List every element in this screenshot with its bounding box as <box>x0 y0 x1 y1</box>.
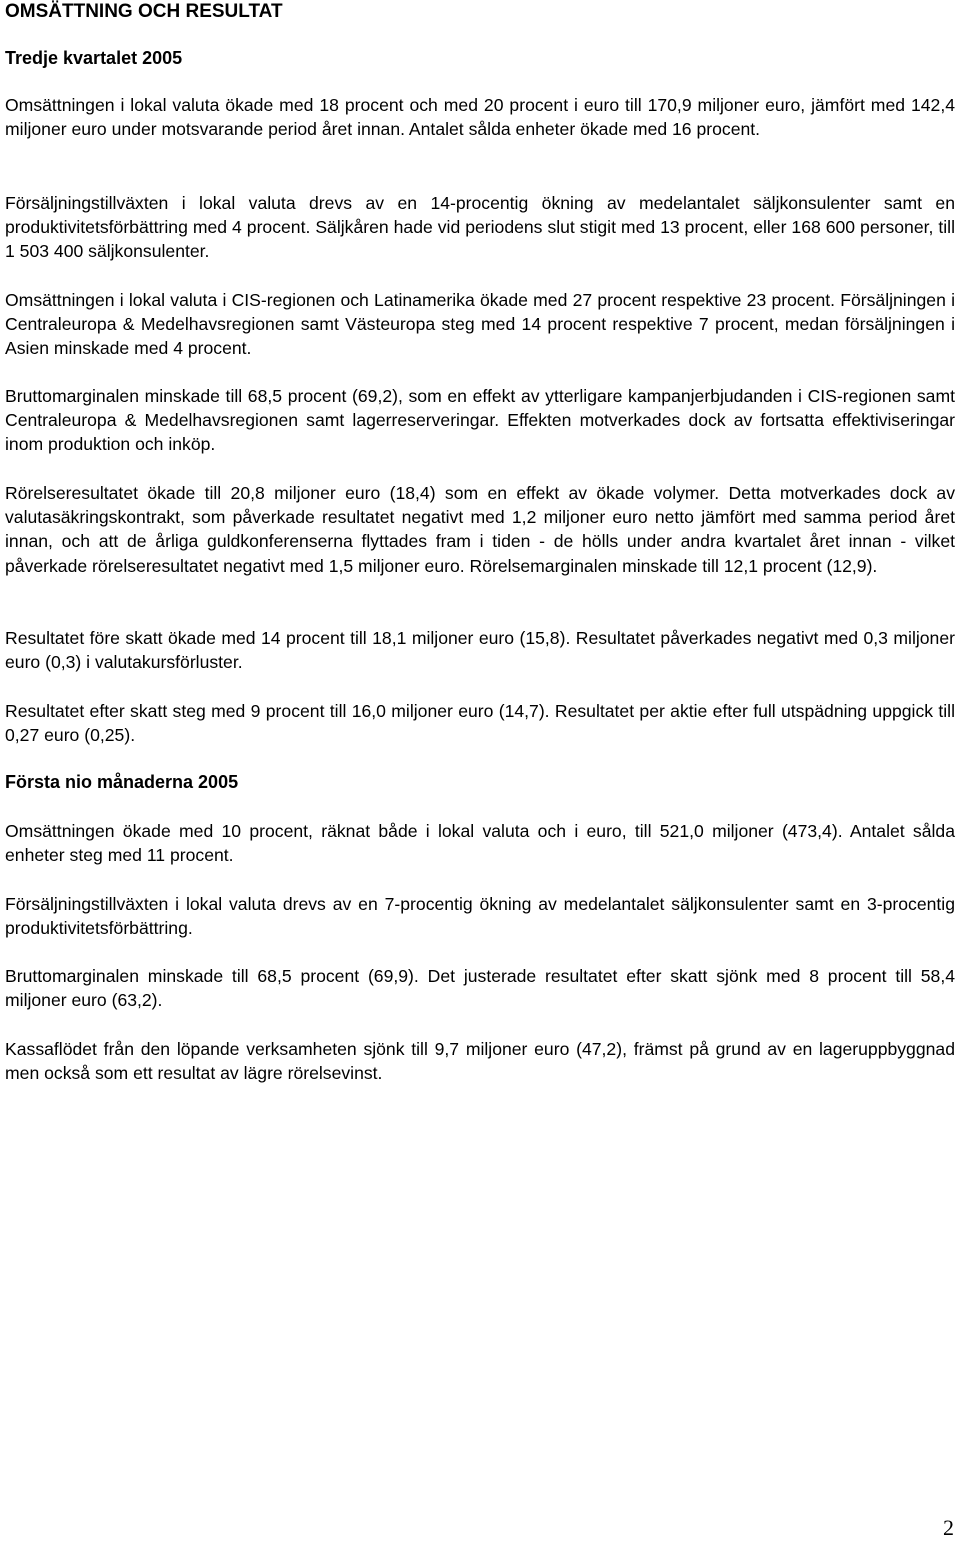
paragraph: Bruttomarginalen minskade till 68,5 procent (69,2), som en effekt av ytterligare kampanjerbjudanden i CIS-regionen samt Centraleuropa & Medelhavsregionen samt lagerreserveringar. Effekten motverkades dock av fortsatta effektiviseringar inom produktion och inköp. <box>5 386 955 455</box>
page-number: 2 <box>943 1515 954 1540</box>
paragraph: Kassaflödet från den löpande verksamheten sjönk till 9,7 miljoner euro (47,2), främst på grund av en lageruppbyggnad men också som ett resultat av lägre rörelsevinst. <box>5 1039 955 1084</box>
paragraph: Försäljningstillväxten i lokal valuta drevs av en 14-procentig ökning av medelantalet säljkonsulenter samt en produktivitetsförbättring med 4 procent. Säljkåren hade vid periodens slut stigit med 13 procent, eller 168 600 personer, till 1 503 400 säljkonsulenter. <box>5 193 955 262</box>
paragraph: Rörelseresultatet ökade till 20,8 miljoner euro (18,4) som en effekt av ökade volymer. Detta motverkades dock av valutasäkringskontrakt, som påverkade resultatet negativt med 1,2 miljoner euro netto jämfört med samma period året innan, och att de årliga guldkonferenserna flyttades fram i tiden - de hölls under andra kvartalet året innan - vilket påverkade rörelseresultatet negativt med 1,5 miljoner euro. Rörelsemarginalen minskade till 12,1 procent (12,9). <box>5 483 955 576</box>
page-title: OMSÄTTNING OCH RESULTAT <box>5 1 283 22</box>
paragraph: Resultatet efter skatt steg med 9 procent till 16,0 miljoner euro (14,7). Resultatet per aktie efter full utspädning uppgick till 0,27 euro (0,25). <box>5 701 955 746</box>
section-heading-q3: Tredje kvartalet 2005 <box>5 48 183 68</box>
section-heading-nine-months: Första nio månaderna 2005 <box>5 772 239 792</box>
paragraph: Resultatet före skatt ökade med 14 procent till 18,1 miljoner euro (15,8). Resultatet påverkades negativt med 0,3 miljoner euro (0,3) i valutakursförluster. <box>5 628 955 673</box>
paragraph: Omsättningen i lokal valuta i CIS-regionen och Latinamerika ökade med 27 procent respektive 23 procent. Försäljningen i Centraleuropa & Medelhavsregionen samt Västeuropa steg med 14 procent respektive 7 procent, medan försäljningen i Asien minskade med 4 procent. <box>5 290 955 359</box>
paragraph: Försäljningstillväxten i lokal valuta drevs av en 7-procentig ökning av medelantalet säljkonsulenter samt en 3-procentig produktivitetsförbättring. <box>5 894 955 939</box>
paragraph: Bruttomarginalen minskade till 68,5 procent (69,9). Det justerade resultatet efter skatt sjönk med 8 procent till 58,4 miljoner euro (63,2). <box>5 966 955 1011</box>
paragraph: Omsättningen i lokal valuta ökade med 18 procent och med 20 procent i euro till 170,9 miljoner euro, jämfört med 142,4 miljoner euro under motsvarande period året innan. Antalet sålda enheter ökade med 16 procent. <box>5 95 955 140</box>
paragraph: Omsättningen ökade med 10 procent, räknat både i lokal valuta och i euro, till 521,0 miljoner (473,4). Antalet sålda enheter steg med 11 procent. <box>5 821 955 866</box>
